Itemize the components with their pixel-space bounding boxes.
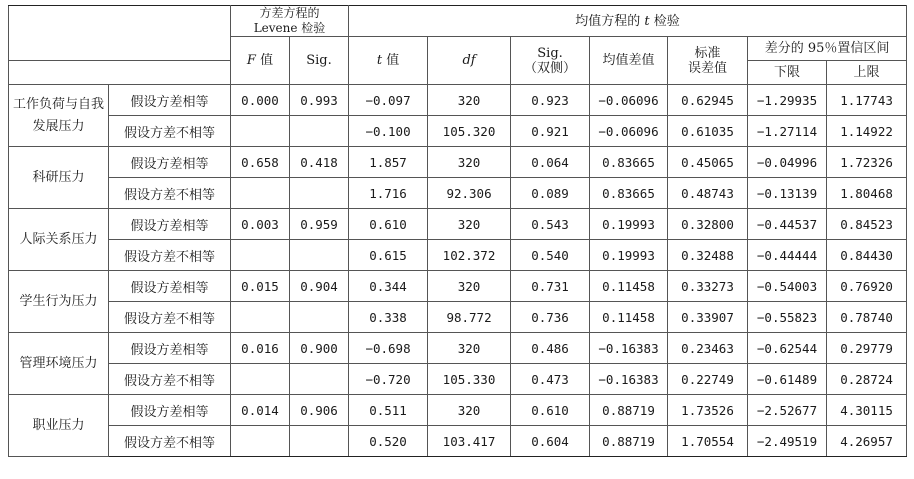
levene-sig-cell: 0.904 — [290, 271, 349, 302]
f-value-cell: 0.000 — [231, 85, 290, 116]
std-error-cell: 0.32488 — [668, 240, 748, 271]
levene-sig-header: Sig. — [290, 37, 349, 85]
f-value-cell: 0.014 — [231, 395, 290, 426]
t-value-cell: 0.338 — [349, 302, 428, 333]
std-error-cell: 0.48743 — [668, 178, 748, 209]
df-value-cell: 92.306 — [428, 178, 511, 209]
assumption-label: 假设方差不相等 — [109, 240, 231, 271]
std-error-cell: 0.32800 — [668, 209, 748, 240]
table-row — [9, 426, 907, 457]
mean-diff-cell: −0.06096 — [590, 116, 668, 147]
df-value-cell: 320 — [428, 85, 511, 116]
ci-lower-cell: −2.49519 — [748, 426, 827, 457]
sig-two-tailed-cell: 0.736 — [511, 302, 590, 333]
mean-diff-cell: −0.16383 — [590, 364, 668, 395]
levene-sig-cell: 0.418 — [290, 147, 349, 178]
levene-sig-cell: 0.900 — [290, 333, 349, 364]
t-value-cell: −0.720 — [349, 364, 428, 395]
ci-upper-cell: 1.14922 — [827, 116, 907, 147]
sig-two-tailed-cell: 0.921 — [511, 116, 590, 147]
ci-header: 差分的 95％置信区间 — [748, 37, 907, 61]
assumption-label: 假设方差不相等 — [109, 426, 231, 457]
df-value-cell: 320 — [428, 271, 511, 302]
group-label: 工作负荷与自我发展压力 — [9, 85, 109, 147]
f-value-cell — [231, 364, 290, 395]
levene-header: 方差方程的 Levene 检验 — [231, 6, 349, 37]
ci-lower-cell: −2.52677 — [748, 395, 827, 426]
f-header: F 值 — [231, 37, 290, 85]
t-value-cell: −0.698 — [349, 333, 428, 364]
t-value-cell: −0.100 — [349, 116, 428, 147]
corner-cell — [9, 6, 231, 61]
mean-diff-cell: −0.06096 — [590, 85, 668, 116]
std-error-cell: 0.33273 — [668, 271, 748, 302]
ci-lower-cell: −0.61489 — [748, 364, 827, 395]
t-value-cell: 0.520 — [349, 426, 428, 457]
f-value-cell: 0.658 — [231, 147, 290, 178]
ci-lower-cell: −0.54003 — [748, 271, 827, 302]
mean-diff-cell: 0.19993 — [590, 240, 668, 271]
levene-sig-cell — [290, 116, 349, 147]
f-value-cell — [231, 116, 290, 147]
std-error-cell: 1.70554 — [668, 426, 748, 457]
ci-lower-cell: −0.62544 — [748, 333, 827, 364]
df-value-cell: 105.330 — [428, 364, 511, 395]
ci-lower-cell: −1.29935 — [748, 85, 827, 116]
std-error-cell: 0.33907 — [668, 302, 748, 333]
df-value-cell: 320 — [428, 333, 511, 364]
df-value-cell: 320 — [428, 147, 511, 178]
mean-diff-cell: 0.11458 — [590, 302, 668, 333]
table-row — [9, 395, 907, 426]
ci-lower-header: 下限 — [748, 61, 827, 85]
levene-sig-cell — [290, 302, 349, 333]
assumption-label: 假设方差相等 — [109, 333, 231, 364]
df-value-cell: 98.772 — [428, 302, 511, 333]
assumption-label: 假设方差不相等 — [109, 364, 231, 395]
assumption-label: 假设方差不相等 — [109, 302, 231, 333]
t-header: t 值 — [349, 37, 428, 85]
levene-sig-cell — [290, 426, 349, 457]
f-value-cell: 0.003 — [231, 209, 290, 240]
ci-upper-cell: 0.28724 — [827, 364, 907, 395]
assumption-label: 假设方差相等 — [109, 209, 231, 240]
t-value-cell: 0.610 — [349, 209, 428, 240]
ci-lower-cell: −0.04996 — [748, 147, 827, 178]
assumption-label: 假设方差相等 — [109, 271, 231, 302]
levene-sig-cell: 0.993 — [290, 85, 349, 116]
ci-upper-cell: 0.76920 — [827, 271, 907, 302]
df-value-cell: 103.417 — [428, 426, 511, 457]
table-row — [9, 209, 907, 240]
mean-diff-cell: 0.83665 — [590, 178, 668, 209]
ttest-header: 均值方程的 t 检验 — [349, 6, 907, 37]
levene-sig-cell — [290, 178, 349, 209]
mean-diff-cell: 0.88719 — [590, 426, 668, 457]
mean-diff-cell: 0.83665 — [590, 147, 668, 178]
table-row — [9, 240, 907, 271]
f-value-cell — [231, 178, 290, 209]
t-value-cell: −0.097 — [349, 85, 428, 116]
ci-lower-cell: −0.55823 — [748, 302, 827, 333]
sig-two-tailed-cell: 0.473 — [511, 364, 590, 395]
corner-cell-lower — [9, 61, 231, 85]
std-error-cell: 0.45065 — [668, 147, 748, 178]
mean-diff-cell: −0.16383 — [590, 333, 668, 364]
sig-two-tailed-cell: 0.604 — [511, 426, 590, 457]
t-value-cell: 0.615 — [349, 240, 428, 271]
sig-two-tailed-cell: 0.064 — [511, 147, 590, 178]
ci-upper-cell: 0.78740 — [827, 302, 907, 333]
table-row — [9, 116, 907, 147]
t-value-cell: 0.511 — [349, 395, 428, 426]
df-value-cell: 320 — [428, 395, 511, 426]
ci-lower-cell: −0.44444 — [748, 240, 827, 271]
t-value-cell: 1.857 — [349, 147, 428, 178]
std-error-cell: 0.22749 — [668, 364, 748, 395]
sig-two-tailed-cell: 0.543 — [511, 209, 590, 240]
sig-two-tailed-cell: 0.731 — [511, 271, 590, 302]
group-label: 人际关系压力 — [9, 209, 109, 271]
ci-upper-cell: 0.84523 — [827, 209, 907, 240]
mean-diff-cell: 0.11458 — [590, 271, 668, 302]
sig-two-tailed-cell: 0.486 — [511, 333, 590, 364]
std-error-cell: 0.61035 — [668, 116, 748, 147]
df-value-cell: 320 — [428, 209, 511, 240]
sig-two-tailed-cell: 0.089 — [511, 178, 590, 209]
ci-upper-cell: 0.29779 — [827, 333, 907, 364]
ci-lower-cell: −0.44537 — [748, 209, 827, 240]
ci-lower-cell: −0.13139 — [748, 178, 827, 209]
df-value-cell: 102.372 — [428, 240, 511, 271]
f-value-cell — [231, 302, 290, 333]
std-error-cell: 0.62945 — [668, 85, 748, 116]
std-error-cell: 0.23463 — [668, 333, 748, 364]
sig-two-tailed-header: Sig. （双侧） — [511, 37, 590, 85]
group-label: 职业压力 — [9, 395, 109, 457]
levene-sig-cell: 0.906 — [290, 395, 349, 426]
f-value-cell — [231, 426, 290, 457]
assumption-label: 假设方差不相等 — [109, 178, 231, 209]
assumption-label: 假设方差不相等 — [109, 116, 231, 147]
sig-two-tailed-cell: 0.540 — [511, 240, 590, 271]
df-value-cell: 105.320 — [428, 116, 511, 147]
ci-upper-cell: 1.72326 — [827, 147, 907, 178]
f-value-cell — [231, 240, 290, 271]
ci-upper-cell: 1.80468 — [827, 178, 907, 209]
levene-sig-cell — [290, 364, 349, 395]
mean-diff-cell: 0.88719 — [590, 395, 668, 426]
assumption-label: 假设方差相等 — [109, 395, 231, 426]
table-row — [9, 147, 907, 178]
assumption-label: 假设方差相等 — [109, 147, 231, 178]
ci-upper-cell: 4.30115 — [827, 395, 907, 426]
std-error-header: 标准 误差值 — [668, 37, 748, 85]
ci-upper-cell: 4.26957 — [827, 426, 907, 457]
t-value-cell: 1.716 — [349, 178, 428, 209]
ci-lower-cell: −1.27114 — [748, 116, 827, 147]
assumption-label: 假设方差相等 — [109, 85, 231, 116]
table-row — [9, 271, 907, 302]
group-label: 科研压力 — [9, 147, 109, 209]
ci-upper-header: 上限 — [827, 61, 907, 85]
table-row — [9, 302, 907, 333]
table-row — [9, 178, 907, 209]
sig-two-tailed-cell: 0.610 — [511, 395, 590, 426]
ci-upper-cell: 1.17743 — [827, 85, 907, 116]
levene-sig-cell — [290, 240, 349, 271]
f-value-cell: 0.015 — [231, 271, 290, 302]
mean-diff-cell: 0.19993 — [590, 209, 668, 240]
mean-diff-header: 均值差值 — [590, 37, 668, 85]
sig-two-tailed-cell: 0.923 — [511, 85, 590, 116]
t-value-cell: 0.344 — [349, 271, 428, 302]
table-row — [9, 364, 907, 395]
group-label: 学生行为压力 — [9, 271, 109, 333]
ci-upper-cell: 0.84430 — [827, 240, 907, 271]
std-error-cell: 1.73526 — [668, 395, 748, 426]
levene-sig-cell: 0.959 — [290, 209, 349, 240]
table-row — [9, 333, 907, 364]
group-label: 管理环境压力 — [9, 333, 109, 395]
table-row — [9, 85, 907, 116]
independent-samples-test-table — [8, 5, 907, 457]
f-value-cell: 0.016 — [231, 333, 290, 364]
df-header: df — [428, 37, 511, 85]
